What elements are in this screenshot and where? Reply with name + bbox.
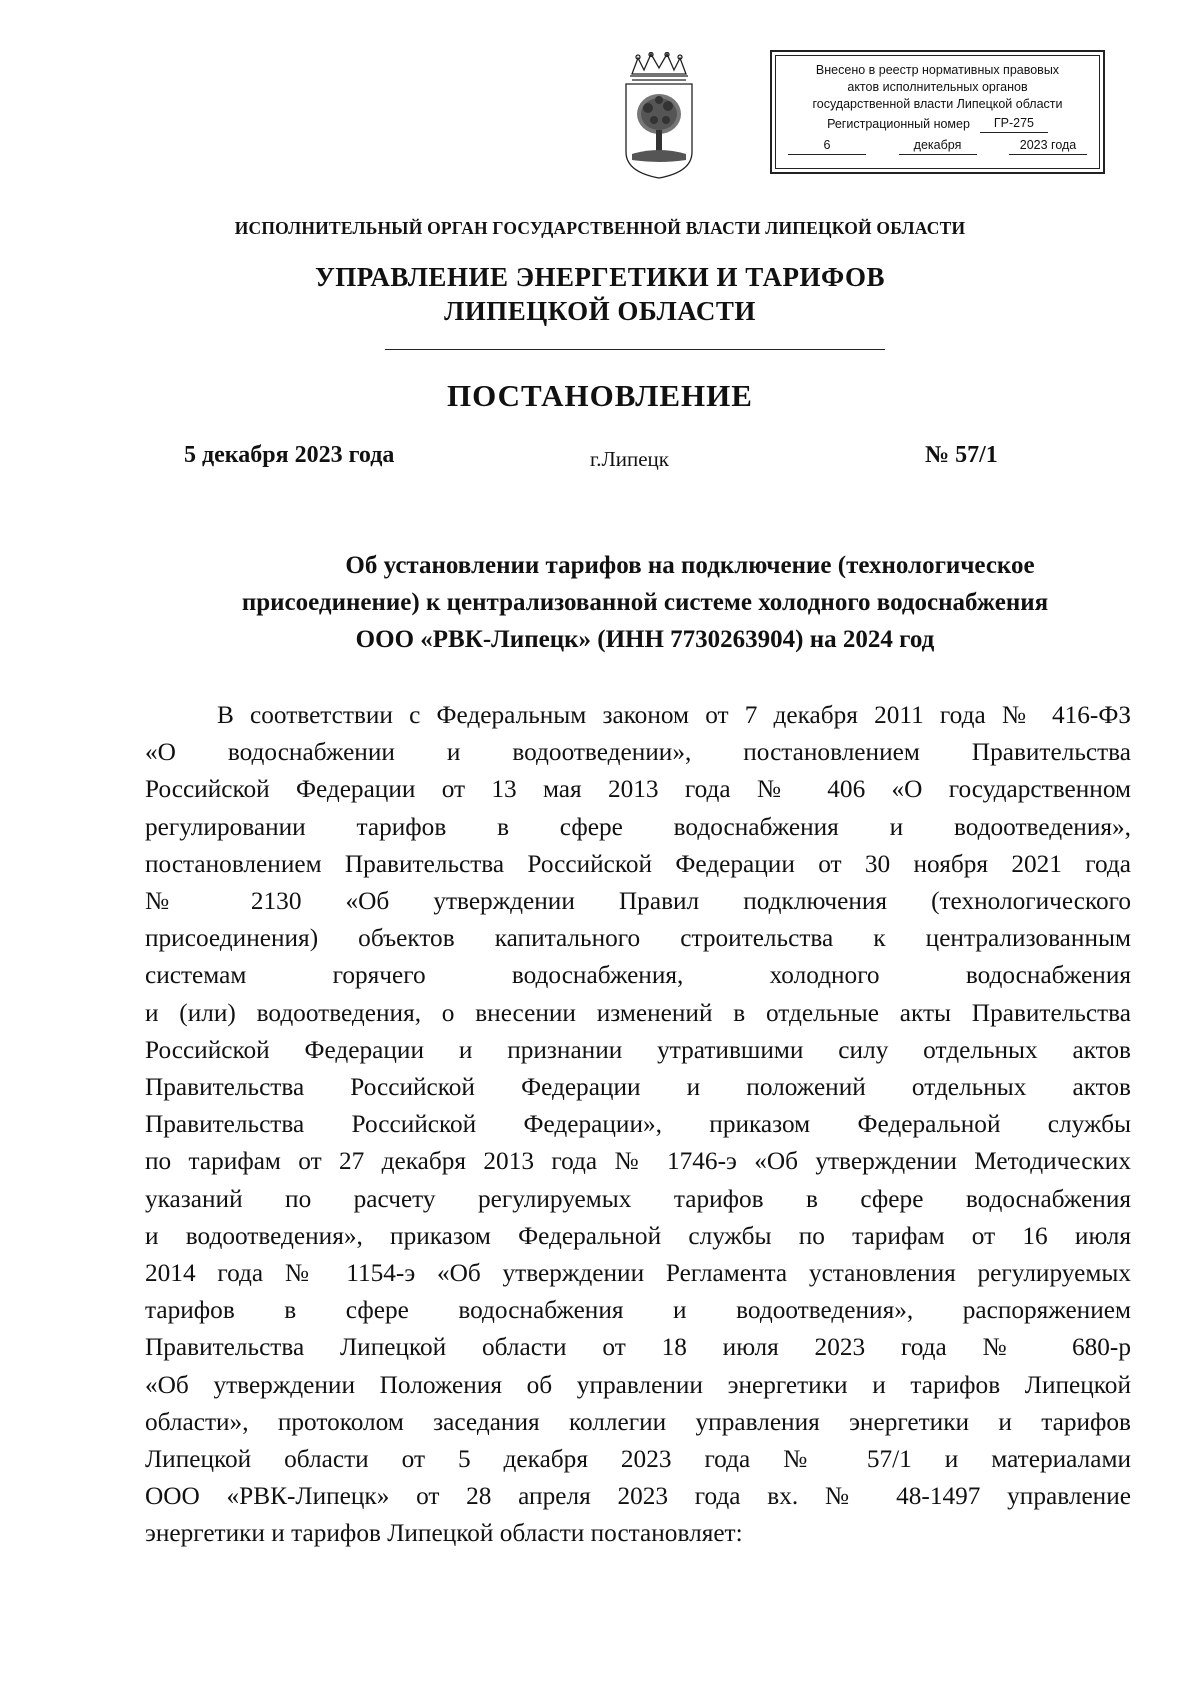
body-line: Правительства Российской Федерации», приказом Федеральной службы — [145, 1110, 1131, 1139]
stamp-line-3: государственной власти Липецкой области — [812, 97, 1063, 111]
organization-name: ИСПОЛНИТЕЛЬНЫЙ ОРГАН ГОСУДАРСТВЕННОЙ ВЛАСТИ ЛИПЕЦКОЙ ОБЛАСТИ — [234, 218, 966, 238]
stamp-year: 2023 года — [1009, 137, 1087, 155]
subject-line-1: Об установлении тарифов на подключение (технологическое — [345, 552, 1035, 579]
stamp-registration-row — [776, 115, 1099, 133]
stamp-month: декабря — [899, 137, 977, 155]
body-line: указаний по расчету регулируемых тарифов в сфере водоснабжения — [145, 1184, 1131, 1213]
stamp-line-1: Внесено в реестр нормативных правовых — [815, 63, 1060, 77]
stamp-registration-label: Регистрационный номер — [827, 117, 970, 131]
department-name — [0, 260, 1200, 328]
document-date: 5 декабря 2023 года — [184, 442, 395, 468]
department-name-line-2: ЛИПЕЦКОЙ ОБЛАСТИ — [444, 296, 756, 326]
document-city: г.Липецк — [590, 447, 669, 471]
body-line: тарифов в сфере водоснабжения и водоотведения», распоряжением — [145, 1296, 1131, 1325]
registry-stamp-inner — [775, 55, 1100, 169]
document-number: № 57/1 — [925, 442, 998, 468]
header-divider — [385, 349, 885, 350]
body-line: и (или) водоотведения, о внесении изменений в отдельные акты Правительства — [145, 998, 1131, 1027]
stamp-day: 6 — [788, 137, 866, 155]
body-line: присоединения) объектов капитального строительства к централизованным — [145, 924, 1131, 953]
body-line: № 2130 «Об утверждении Правил подключения (технологического — [145, 887, 1131, 916]
body-line: постановлением Правительства Российской Федерации от 30 ноября 2021 года — [145, 849, 1131, 878]
body-line: «Об утверждении Положения об управлении энергетики и тарифов Липецкой — [145, 1370, 1131, 1399]
document-subject — [150, 547, 1140, 658]
body-line: Правительства Липецкой области от 18 июля 2023 года № 680-р — [145, 1333, 1131, 1362]
coat-of-arms-emblem — [618, 52, 700, 182]
body-line: ООО «РВК-Липецк» от 28 апреля 2023 года вх. № 48-1497 управление — [145, 1482, 1131, 1511]
body-line: «О водоснабжении и водоотведении», постановлением Правительства — [145, 738, 1131, 767]
body-paragraph — [145, 697, 1131, 1553]
stamp-registration-number: ГР-275 — [980, 115, 1048, 133]
body-line: Липецкой области от 5 декабря 2023 года № 57/1 и материалами — [145, 1445, 1131, 1474]
subject-line-3: ООО «РВК-Липецк» (ИНН 7730263904) на 2024 год — [355, 626, 935, 653]
body-line: регулировании тарифов в сфере водоснабжения и водоотведения», — [145, 812, 1131, 841]
subject-line-2: присоединение) к централизованной системе холодного водоснабжения — [241, 589, 1049, 616]
body-line: Правительства Российской Федерации и положений отдельных актов — [145, 1073, 1131, 1102]
body-line: системам горячего водоснабжения, холодного водоснабжения — [145, 961, 1131, 990]
body-line: области», протоколом заседания коллегии управления энергетики и тарифов — [145, 1407, 1131, 1436]
body-line: Российской Федерации от 13 мая 2013 года № 406 «О государственном — [145, 775, 1131, 804]
document-type-title: ПОСТАНОВЛЕНИЕ — [447, 378, 753, 413]
stamp-date-row — [776, 137, 1099, 155]
body-line: В соответствии с Федеральным законом от 7 декабря 2011 года № 416-ФЗ — [217, 701, 1131, 729]
stamp-line-2: актов исполнительных органов — [847, 80, 1028, 94]
body-line: Российской Федерации и признании утратившими силу отдельных актов — [145, 1035, 1131, 1064]
body-line: энергетики и тарифов Липецкой области постановляет: — [145, 1519, 743, 1548]
department-name-line-1: УПРАВЛЕНИЕ ЭНЕРГЕТИКИ И ТАРИФОВ — [314, 262, 885, 292]
registry-stamp — [770, 50, 1105, 174]
body-line: и водоотведения», приказом Федеральной службы по тарифам от 16 июля — [145, 1221, 1131, 1250]
body-line: по тарифам от 27 декабря 2013 года № 1746-э «Об утверждении Методических — [145, 1147, 1131, 1176]
body-line: 2014 года № 1154-э «Об утверждении Регламента установления регулируемых — [145, 1259, 1131, 1288]
